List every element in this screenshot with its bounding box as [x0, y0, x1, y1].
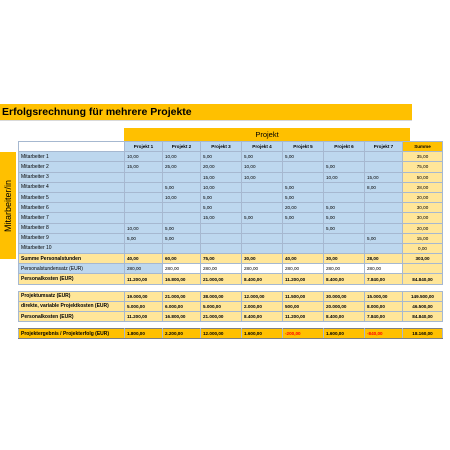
- value-cell[interactable]: [242, 243, 283, 253]
- row-label[interactable]: Mitarbeiter 7: [19, 213, 125, 223]
- value-cell[interactable]: 8.400,00: [324, 274, 365, 284]
- value-cell[interactable]: 8.400,00: [242, 274, 283, 284]
- spacer-cell: [403, 284, 443, 291]
- row-label[interactable]: Mitarbeiter 2: [19, 162, 125, 172]
- spacer-cell: [125, 322, 163, 329]
- sum-cell[interactable]: [403, 264, 443, 274]
- sum-cell[interactable]: 28,00: [403, 182, 443, 192]
- spacer-row: [19, 284, 443, 291]
- calculation-grid: [18, 141, 443, 339]
- value-cell[interactable]: [201, 233, 242, 243]
- row-label[interactable]: Summe Personalstunden: [19, 254, 125, 264]
- row-label[interactable]: Personalstundensatz (EUR): [19, 264, 125, 274]
- row-label[interactable]: Projektergebnis / Projekterfolg (EUR): [19, 329, 125, 339]
- value-cell[interactable]: 12.000,00: [242, 291, 283, 301]
- value-cell[interactable]: 40,00: [125, 254, 163, 264]
- value-cell[interactable]: 10,00: [324, 172, 365, 182]
- value-cell[interactable]: 5,00: [125, 233, 163, 243]
- value-cell[interactable]: 30.000,00: [324, 291, 365, 301]
- employee-row: [19, 233, 443, 243]
- value-cell[interactable]: [283, 243, 324, 253]
- spacer-cell: [324, 322, 365, 329]
- value-cell[interactable]: 5,00: [283, 213, 324, 223]
- value-cell[interactable]: 5,00: [283, 182, 324, 192]
- value-cell[interactable]: 30,00: [242, 254, 283, 264]
- column-header-projekt-1[interactable]: Projekt 1: [125, 142, 163, 152]
- value-cell[interactable]: [125, 213, 163, 223]
- result-row-revenue: [19, 291, 443, 301]
- value-cell[interactable]: 20,00: [201, 162, 242, 172]
- sum-cell[interactable]: 15,00: [403, 233, 443, 243]
- value-cell[interactable]: 5.000,00: [125, 301, 163, 311]
- value-cell[interactable]: 11.200,00: [125, 312, 163, 322]
- value-cell[interactable]: 20.000,00: [324, 301, 365, 311]
- spacer-cell: [324, 284, 365, 291]
- employee-row: [19, 182, 443, 192]
- value-cell[interactable]: 10,00: [242, 172, 283, 182]
- value-cell[interactable]: 10,00: [125, 152, 163, 162]
- value-cell[interactable]: 15,00: [201, 213, 242, 223]
- column-header-projekt-2[interactable]: Projekt 2: [163, 142, 201, 152]
- value-cell[interactable]: 11.500,00: [283, 291, 324, 301]
- value-cell[interactable]: 1.600,00: [324, 329, 365, 339]
- row-label[interactable]: Mitarbeiter 8: [19, 223, 125, 233]
- value-cell[interactable]: [201, 243, 242, 253]
- value-cell[interactable]: 19.000,00: [125, 291, 163, 301]
- row-label[interactable]: Mitarbeiter 1: [19, 152, 125, 162]
- spacer-cell: [365, 322, 403, 329]
- value-cell[interactable]: 8.000,00: [365, 301, 403, 311]
- value-cell[interactable]: [283, 172, 324, 182]
- value-cell[interactable]: 15,00: [365, 172, 403, 182]
- spacer-row: [19, 322, 443, 329]
- spacer-cell: [125, 284, 163, 291]
- value-cell[interactable]: 5,00: [324, 162, 365, 172]
- value-cell[interactable]: 25,00: [163, 162, 201, 172]
- sum-cell[interactable]: 303,00: [403, 254, 443, 264]
- value-cell[interactable]: 5,00: [163, 182, 201, 192]
- employee-side-label-text: Mitarbeiter/in: [3, 179, 13, 232]
- value-cell[interactable]: 500,00: [283, 301, 324, 311]
- value-cell[interactable]: 5,00: [365, 233, 403, 243]
- column-header-projekt-3[interactable]: Projekt 3: [201, 142, 242, 152]
- value-cell[interactable]: [324, 182, 365, 192]
- value-cell[interactable]: 11.200,00: [283, 274, 324, 284]
- spacer-cell: [201, 322, 242, 329]
- value-cell[interactable]: 28,00: [365, 254, 403, 264]
- value-cell[interactable]: 15,00: [125, 162, 163, 172]
- value-cell[interactable]: 11.200,00: [283, 312, 324, 322]
- sum-cell[interactable]: 149.500,00: [403, 291, 443, 301]
- row-label[interactable]: Mitarbeiter 9: [19, 233, 125, 243]
- summary-row-rate: [19, 264, 443, 274]
- sum-cell[interactable]: 46.500,00: [403, 301, 443, 311]
- row-label[interactable]: direkte, variable Projektkosten (EUR): [19, 301, 125, 311]
- value-cell[interactable]: [125, 182, 163, 192]
- spacer-cell: [19, 284, 125, 291]
- value-cell[interactable]: 10,00: [242, 162, 283, 172]
- result-row-total: [19, 329, 443, 339]
- employee-row: [19, 172, 443, 182]
- value-cell[interactable]: 280,00: [324, 264, 365, 274]
- value-cell[interactable]: 75,00: [201, 254, 242, 264]
- value-cell[interactable]: [283, 233, 324, 243]
- value-cell[interactable]: [324, 233, 365, 243]
- value-cell[interactable]: 5,00: [242, 213, 283, 223]
- spacer-cell: [201, 284, 242, 291]
- value-cell[interactable]: [242, 192, 283, 202]
- sum-cell[interactable]: 35,00: [403, 152, 443, 162]
- value-cell[interactable]: 15.000,00: [365, 291, 403, 301]
- value-cell[interactable]: 8.400,00: [242, 312, 283, 322]
- value-cell[interactable]: 1.600,00: [242, 329, 283, 339]
- result-row-personnel-costs: [19, 312, 443, 322]
- value-cell[interactable]: 5,00: [201, 152, 242, 162]
- summary-row-costs: [19, 274, 443, 284]
- value-cell[interactable]: 21.000,00: [163, 291, 201, 301]
- projekt-header-band: Projekt: [124, 128, 410, 141]
- value-cell[interactable]: 15,00: [201, 172, 242, 182]
- value-cell[interactable]: [365, 223, 403, 233]
- spacer-cell: [283, 284, 324, 291]
- value-cell[interactable]: 8.400,00: [324, 312, 365, 322]
- value-cell[interactable]: 7.840,00: [365, 312, 403, 322]
- value-cell[interactable]: [283, 223, 324, 233]
- value-cell[interactable]: 10,00: [201, 182, 242, 192]
- value-cell[interactable]: [125, 192, 163, 202]
- sum-cell[interactable]: 84.840,00: [403, 274, 443, 284]
- row-label[interactable]: Personalkosten (EUR): [19, 274, 125, 284]
- value-cell[interactable]: 5.000,00: [201, 301, 242, 311]
- value-cell[interactable]: 11.200,00: [125, 274, 163, 284]
- row-label[interactable]: Mitarbeiter 3: [19, 172, 125, 182]
- row-label[interactable]: Mitarbeiter 4: [19, 182, 125, 192]
- value-cell[interactable]: [365, 243, 403, 253]
- row-label[interactable]: Mitarbeiter 6: [19, 203, 125, 213]
- value-cell[interactable]: 280,00: [242, 264, 283, 274]
- value-cell[interactable]: 10,00: [163, 192, 201, 202]
- value-cell[interactable]: [324, 152, 365, 162]
- value-cell[interactable]: 280,00: [201, 264, 242, 274]
- value-cell[interactable]: [324, 243, 365, 253]
- row-label[interactable]: Projektumsatz (EUR): [19, 291, 125, 301]
- value-cell[interactable]: 5,00: [324, 203, 365, 213]
- value-cell[interactable]: 2.000,00: [242, 301, 283, 311]
- result-row-direct-costs: [19, 301, 443, 311]
- sum-cell[interactable]: 30,00: [403, 213, 443, 223]
- employee-row: [19, 162, 443, 172]
- value-cell[interactable]: 5,00: [324, 223, 365, 233]
- sum-cell[interactable]: 0,00: [403, 243, 443, 253]
- employee-row: [19, 213, 443, 223]
- value-cell[interactable]: 21.000,00: [201, 312, 242, 322]
- value-cell[interactable]: [242, 182, 283, 192]
- value-cell[interactable]: 10,00: [125, 223, 163, 233]
- value-cell[interactable]: 60,00: [163, 254, 201, 264]
- value-cell[interactable]: 38.000,00: [201, 291, 242, 301]
- value-cell[interactable]: 6.000,00: [163, 301, 201, 311]
- value-cell[interactable]: [365, 162, 403, 172]
- spacer-cell: [163, 322, 201, 329]
- value-cell[interactable]: 5,00: [283, 152, 324, 162]
- employee-row: [19, 203, 443, 213]
- value-cell[interactable]: 40,00: [283, 254, 324, 264]
- value-cell[interactable]: [365, 152, 403, 162]
- sum-cell[interactable]: 30,00: [403, 203, 443, 213]
- column-header-row: [19, 142, 443, 152]
- spacer-cell: [163, 284, 201, 291]
- sum-cell[interactable]: 50,00: [403, 172, 443, 182]
- value-cell[interactable]: [163, 213, 201, 223]
- value-cell[interactable]: 5,00: [163, 233, 201, 243]
- value-cell[interactable]: 5,00: [201, 192, 242, 202]
- employee-row: [19, 223, 443, 233]
- employee-row: [19, 192, 443, 202]
- value-cell[interactable]: 8,00: [365, 182, 403, 192]
- value-cell[interactable]: [125, 203, 163, 213]
- value-cell[interactable]: [125, 172, 163, 182]
- sum-cell[interactable]: 84.840,00: [403, 312, 443, 322]
- employee-side-label: [0, 152, 16, 259]
- column-header-projekt-7[interactable]: Projekt 7: [365, 142, 403, 152]
- value-cell[interactable]: -840,00: [365, 329, 403, 339]
- value-cell[interactable]: 280,00: [283, 264, 324, 274]
- value-cell[interactable]: [283, 162, 324, 172]
- spacer-cell: [19, 322, 125, 329]
- value-cell[interactable]: -200,00: [283, 329, 324, 339]
- value-cell[interactable]: 12.000,00: [201, 329, 242, 339]
- value-cell[interactable]: [163, 203, 201, 213]
- sheet-title: Erfolgsrechnung für mehrere Projekte: [0, 104, 412, 121]
- row-label[interactable]: Mitarbeiter 5: [19, 192, 125, 202]
- value-cell[interactable]: 10,00: [163, 152, 201, 162]
- value-cell[interactable]: [365, 213, 403, 223]
- value-cell[interactable]: 1.800,00: [125, 329, 163, 339]
- value-cell[interactable]: [242, 233, 283, 243]
- row-label[interactable]: Personalkosten (EUR): [19, 312, 125, 322]
- value-cell[interactable]: [125, 243, 163, 253]
- value-cell[interactable]: 280,00: [365, 264, 403, 274]
- row-label[interactable]: Mitarbeiter 10: [19, 243, 125, 253]
- value-cell[interactable]: 21.000,00: [201, 274, 242, 284]
- value-cell[interactable]: [324, 192, 365, 202]
- value-cell[interactable]: [163, 172, 201, 182]
- value-cell[interactable]: 5,00: [324, 213, 365, 223]
- value-cell[interactable]: 20,00: [283, 203, 324, 213]
- value-cell[interactable]: [201, 223, 242, 233]
- employee-row: [19, 152, 443, 162]
- spacer-cell: [365, 284, 403, 291]
- column-header-projekt-6[interactable]: Projekt 6: [324, 142, 365, 152]
- sum-cell[interactable]: 18.160,00: [403, 329, 443, 339]
- value-cell[interactable]: 2.200,00: [163, 329, 201, 339]
- value-cell[interactable]: 5,00: [242, 152, 283, 162]
- value-cell[interactable]: 7.840,00: [365, 274, 403, 284]
- sum-cell[interactable]: 20,00: [403, 192, 443, 202]
- header-blank-cell: [19, 142, 125, 152]
- value-cell[interactable]: 280,00: [163, 264, 201, 274]
- value-cell[interactable]: 5,00: [283, 192, 324, 202]
- value-cell[interactable]: [365, 203, 403, 213]
- value-cell[interactable]: 5,00: [163, 223, 201, 233]
- spacer-cell: [403, 322, 443, 329]
- spacer-cell: [283, 322, 324, 329]
- column-header-projekt-5[interactable]: Projekt 5: [283, 142, 324, 152]
- value-cell[interactable]: 280,00: [125, 264, 163, 274]
- value-cell[interactable]: [242, 223, 283, 233]
- column-header-summe[interactable]: Summe: [403, 142, 443, 152]
- spacer-cell: [242, 284, 283, 291]
- summary-row-hours: [19, 254, 443, 264]
- value-cell[interactable]: 16.800,00: [163, 274, 201, 284]
- employee-row: [19, 243, 443, 253]
- sum-cell[interactable]: 20,00: [403, 223, 443, 233]
- value-cell[interactable]: 30,00: [324, 254, 365, 264]
- sum-cell[interactable]: 75,00: [403, 162, 443, 172]
- value-cell[interactable]: 16.800,00: [163, 312, 201, 322]
- column-header-projekt-4[interactable]: Projekt 4: [242, 142, 283, 152]
- value-cell[interactable]: [242, 203, 283, 213]
- value-cell[interactable]: [365, 192, 403, 202]
- value-cell[interactable]: 5,00: [201, 203, 242, 213]
- spacer-cell: [242, 322, 283, 329]
- value-cell[interactable]: [163, 243, 201, 253]
